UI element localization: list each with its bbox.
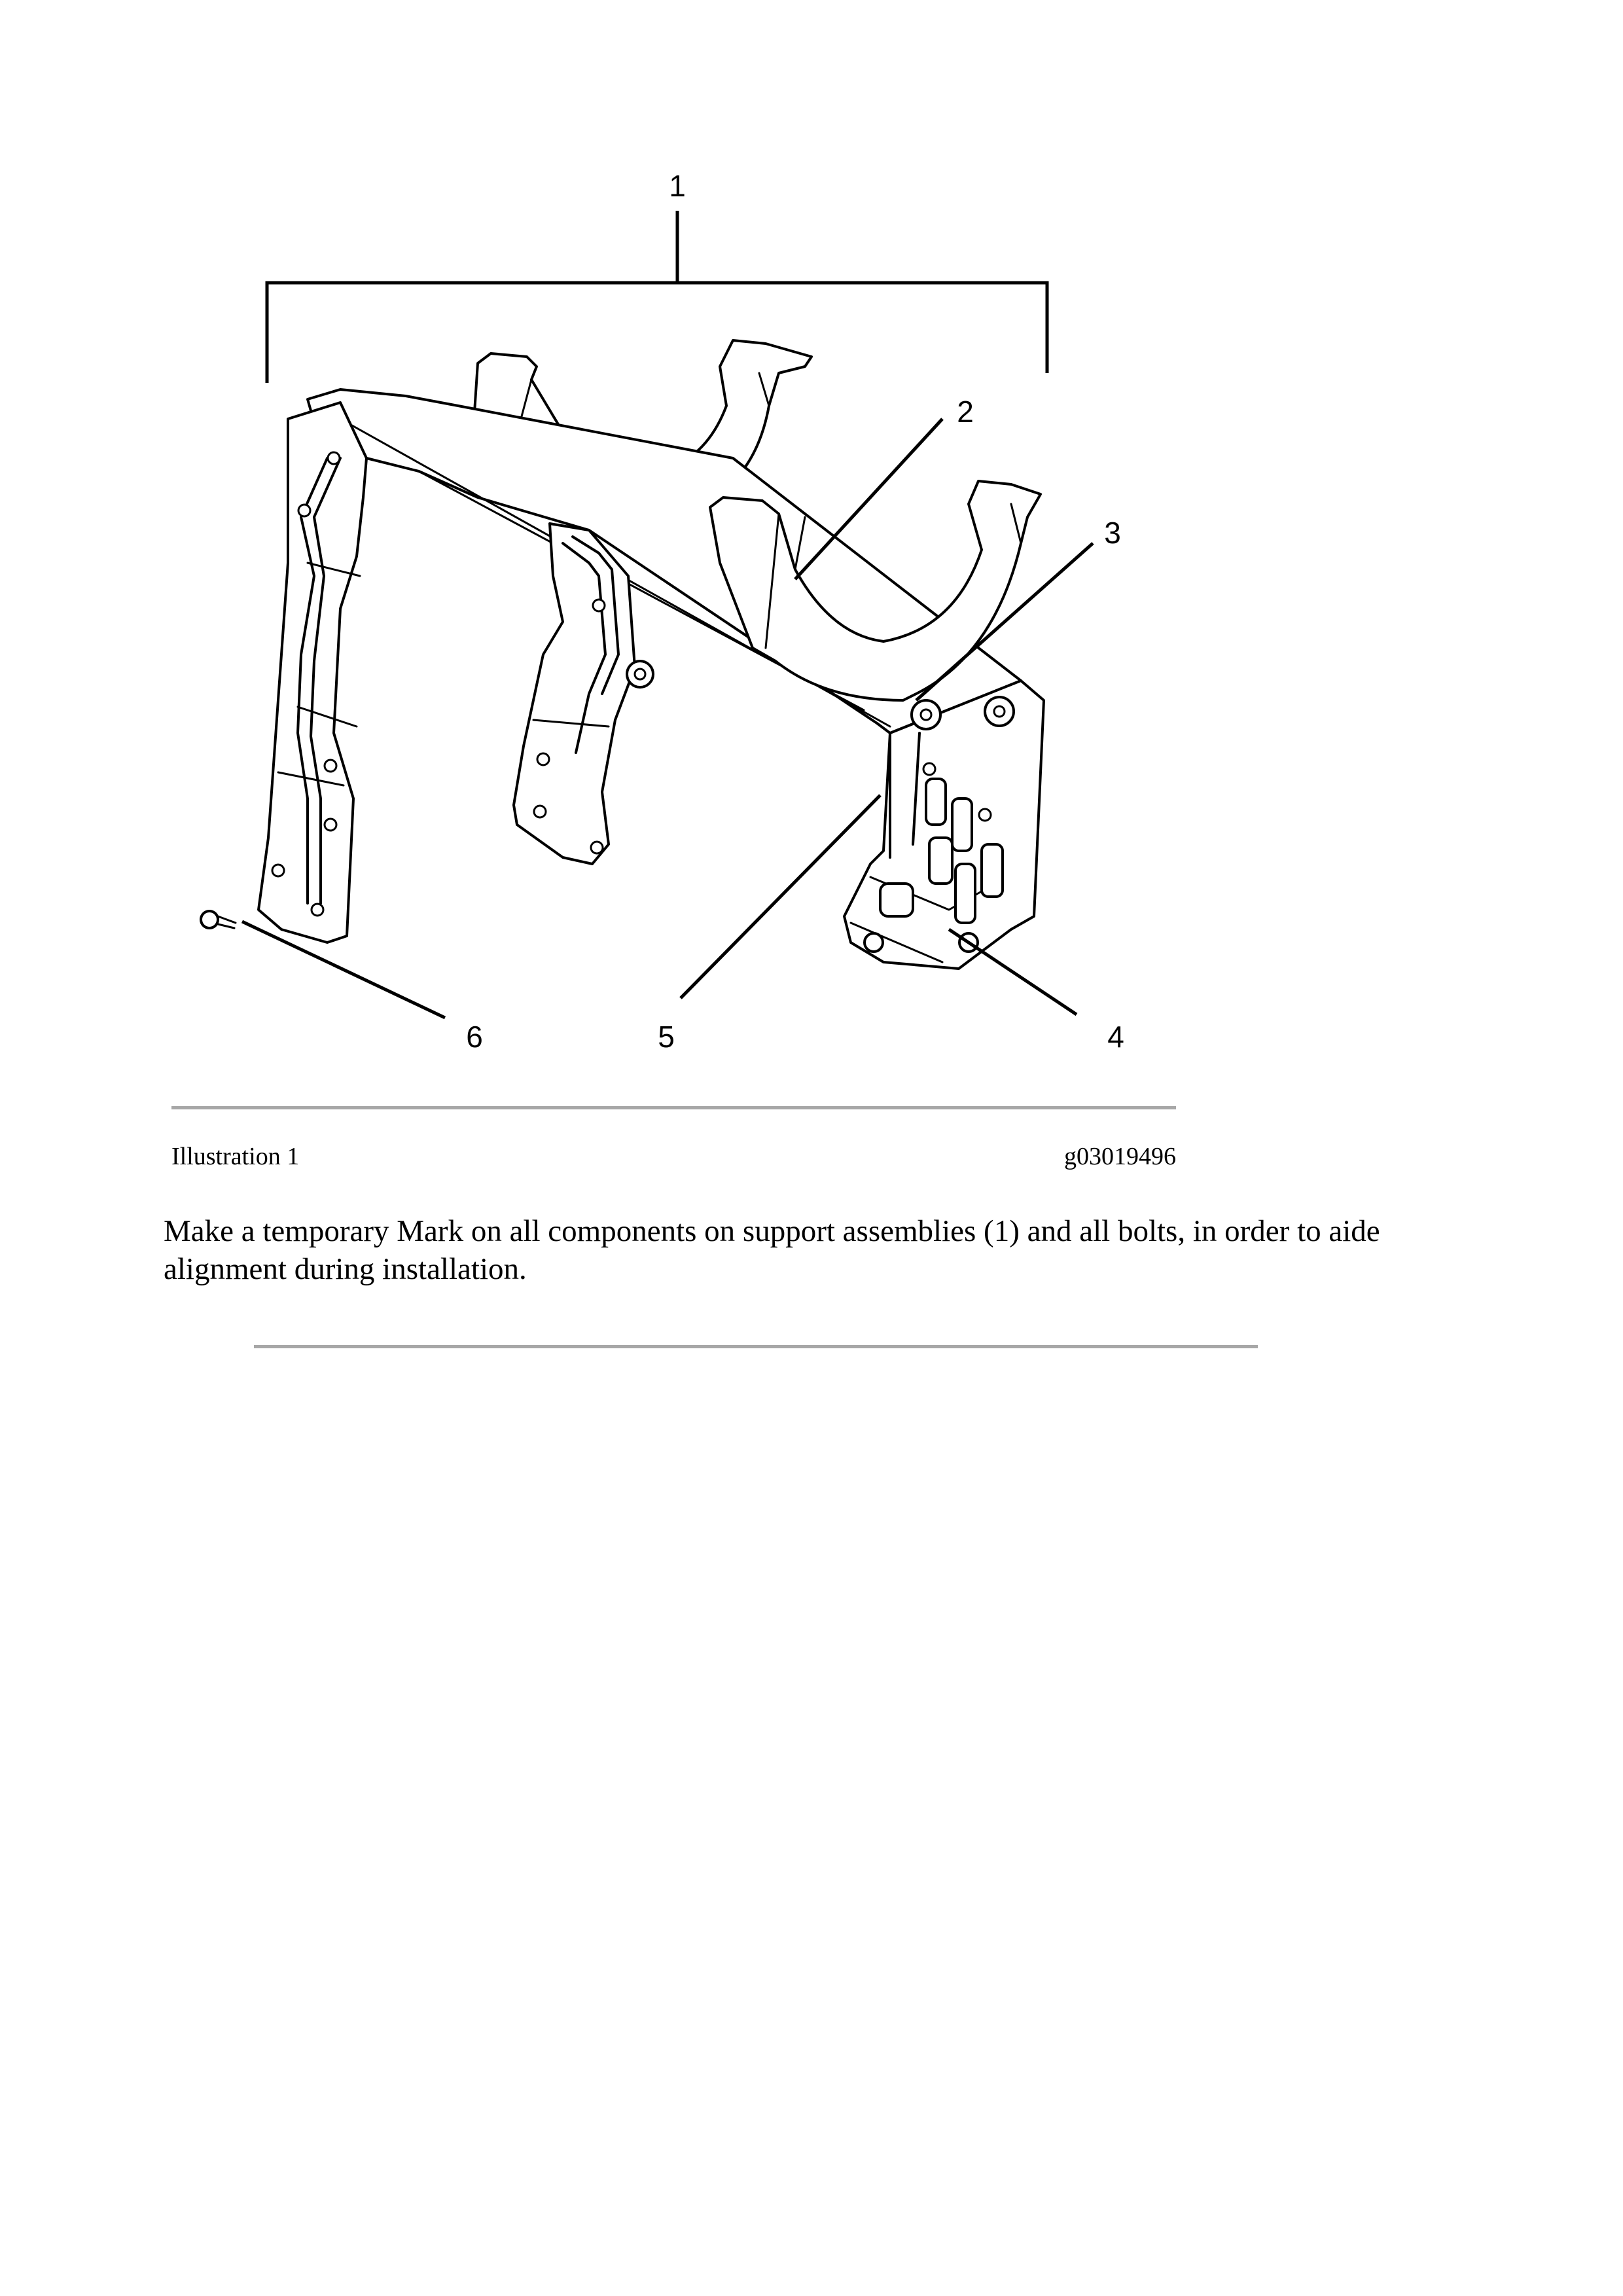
callout-2: 2 (957, 395, 974, 429)
callout-4: 4 (1107, 1020, 1124, 1054)
graphic-id: g03019496 (1064, 1143, 1176, 1170)
support-assembly-drawing (201, 340, 1044, 969)
callout-3: 3 (1104, 516, 1121, 550)
assembly-bracket (267, 211, 1047, 383)
callout-6: 6 (466, 1020, 483, 1054)
illustration-caption: Illustration 1 (171, 1143, 300, 1170)
section-divider (254, 1345, 1258, 1348)
support-assembly-illustration (0, 0, 1623, 1080)
instruction-text: Make a temporary Mark on all components on support assemblies (1) and all bolts, in order to aide alignment during installation. (164, 1214, 1380, 1286)
callout-5: 5 (658, 1020, 675, 1054)
callout-1: 1 (669, 169, 686, 203)
caption-divider (171, 1106, 1176, 1109)
